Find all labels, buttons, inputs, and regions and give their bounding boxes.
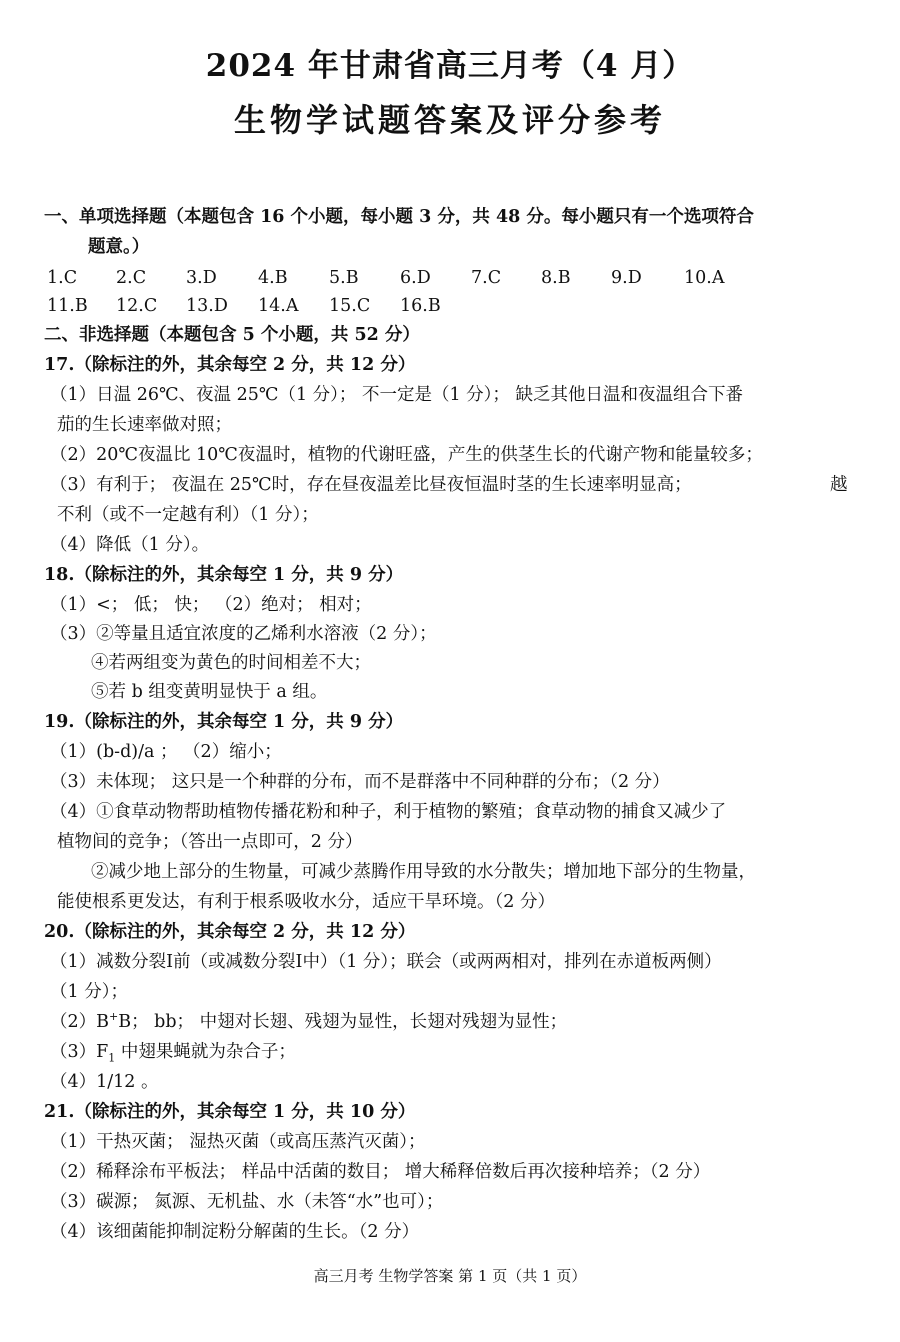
q17-line: 不利（或不一定越有利）（1 分）； xyxy=(57,505,319,525)
q18-line: ④若两组变为黄色的时间相差不大； xyxy=(91,653,371,673)
q19-line: （4）①食草动物帮助植物传播花粉和种子，利于植物的繁殖；食草动物的捕食又减少了 xyxy=(50,802,727,822)
q21-line: （2）稀释涂布平板法； 样品中活菌的数目； 增大稀释倍数后再次接种培养；（2 分） xyxy=(50,1162,711,1182)
answer-item: 9.D xyxy=(611,268,642,288)
page-title: 2024 年甘肃省高三月考（4 月） xyxy=(205,48,695,84)
q17-line: （3）有利于； 夜温在 25℃时，存在昼夜温差比昼夜恒温时茎的生长速率明显高； xyxy=(50,475,692,495)
answer-item: 12.C xyxy=(116,296,158,316)
q17-line: （4）降低（1 分）。 xyxy=(50,535,210,555)
q18-line: ⑤若 b 组变黄明显快于 a 组。 xyxy=(91,682,328,702)
q21-line: （4）该细菌能抑制淀粉分解菌的生长。（2 分） xyxy=(50,1222,420,1242)
q17-line: 茄的生长速率做对照； xyxy=(57,415,232,435)
answer-item: 15.C xyxy=(329,296,371,316)
q21-line: （3）碳源； 氮源、无机盐、水（未答“水”也可）； xyxy=(50,1192,444,1212)
q20-heading: 20.（除标注的外，其余每空 2 分，共 12 分） xyxy=(44,922,416,942)
answer-item: 4.B xyxy=(258,268,288,288)
q18-line: （3）②等量且适宜浓度的乙烯利水溶液（2 分）； xyxy=(50,624,437,644)
answer-item: 16.B xyxy=(400,296,441,316)
q20-line: （2）B+B； bb； 中翅对长翅、残翅为显性，长翅对残翅为显性； xyxy=(50,1010,568,1032)
answer-item: 1.C xyxy=(47,268,78,288)
page-footer: 高三月考 生物学答案 第 1 页（共 1 页） xyxy=(313,1267,587,1285)
q19-line: 植物间的竞争；（答出一点即可，2 分） xyxy=(57,832,363,852)
page-subtitle: 生物学试题答案及评分参考 xyxy=(233,101,666,139)
q19-line: （3）未体现； 这只是一个种群的分布，而不是群落中不同种群的分布；（2 分） xyxy=(50,772,670,792)
answer-item: 6.D xyxy=(400,268,431,288)
q21-heading: 21.（除标注的外，其余每空 1 分，共 10 分） xyxy=(44,1102,416,1122)
q20-line: （1 分）； xyxy=(50,982,128,1002)
answer-row-2 xyxy=(47,294,867,318)
q17-line: （1）日温 26℃、夜温 25℃（1 分）； 不一定是（1 分）； 缺乏其他日温和夜温组合下番 xyxy=(50,385,743,405)
q17-line-end: 越 xyxy=(830,475,848,495)
q19-line: 能使根系更发达，有利于根系吸收水分，适应干旱环境。（2 分） xyxy=(57,892,555,912)
answer-item: 3.D xyxy=(186,268,217,288)
q18-line: （1）<； 低； 快； （2）绝对； 相对； xyxy=(50,595,372,615)
q19-line: ②减少地上部分的生物量，可减少蒸腾作用导致的水分散失；增加地下部分的生物量， xyxy=(91,862,756,882)
q20-line: $(3)F_1$ 中翅果蝇就为杂合子； xyxy=(50,1042,296,1065)
answer-item: 11.B xyxy=(47,296,88,316)
q19-heading: 19.（除标注的外，其余每空 1 分，共 9 分） xyxy=(44,712,404,732)
section1-heading-cont: 题意。） xyxy=(88,237,150,257)
answer-item: 5.B xyxy=(329,268,359,288)
q20-line: （1）减数分裂Ⅰ前（或减数分裂Ⅰ中）（1 分）；联会（或两两相对，排列在赤道板两侧） xyxy=(50,952,722,972)
q21-line: （1）干热灭菌； 湿热灭菌（或高压蒸汽灭菌）； xyxy=(50,1132,426,1152)
section1-heading: 一、单项选择题（本题包含 16 个小题，每小题 3 分，共 48 分。每小题只有一个选项符合 xyxy=(44,207,754,227)
answer-row-1 xyxy=(47,266,867,290)
q17-line: （2）20℃夜温比 10℃夜温时，植物的代谢旺盛，产生的供茎生长的代谢产物和能量较多； xyxy=(50,445,763,465)
answer-item: 10.A xyxy=(684,268,725,288)
answer-item: 2.C xyxy=(116,268,147,288)
q20-line: （4）1/12 。 xyxy=(50,1072,159,1092)
q17-heading: 17.（除标注的外，其余每空 2 分，共 12 分） xyxy=(44,355,416,375)
q19-line: （1）(b-d)/a ； （2）缩小； xyxy=(50,742,282,762)
answer-item: 13.D xyxy=(186,296,228,316)
answer-item: 7.C xyxy=(471,268,502,288)
answer-item: 14.A xyxy=(258,296,299,316)
q18-heading: 18.（除标注的外，其余每空 1 分，共 9 分） xyxy=(44,565,404,585)
answer-item: 8.B xyxy=(541,268,571,288)
section2-heading: 二、非选择题（本题包含 5 个小题，共 52 分） xyxy=(44,325,420,345)
